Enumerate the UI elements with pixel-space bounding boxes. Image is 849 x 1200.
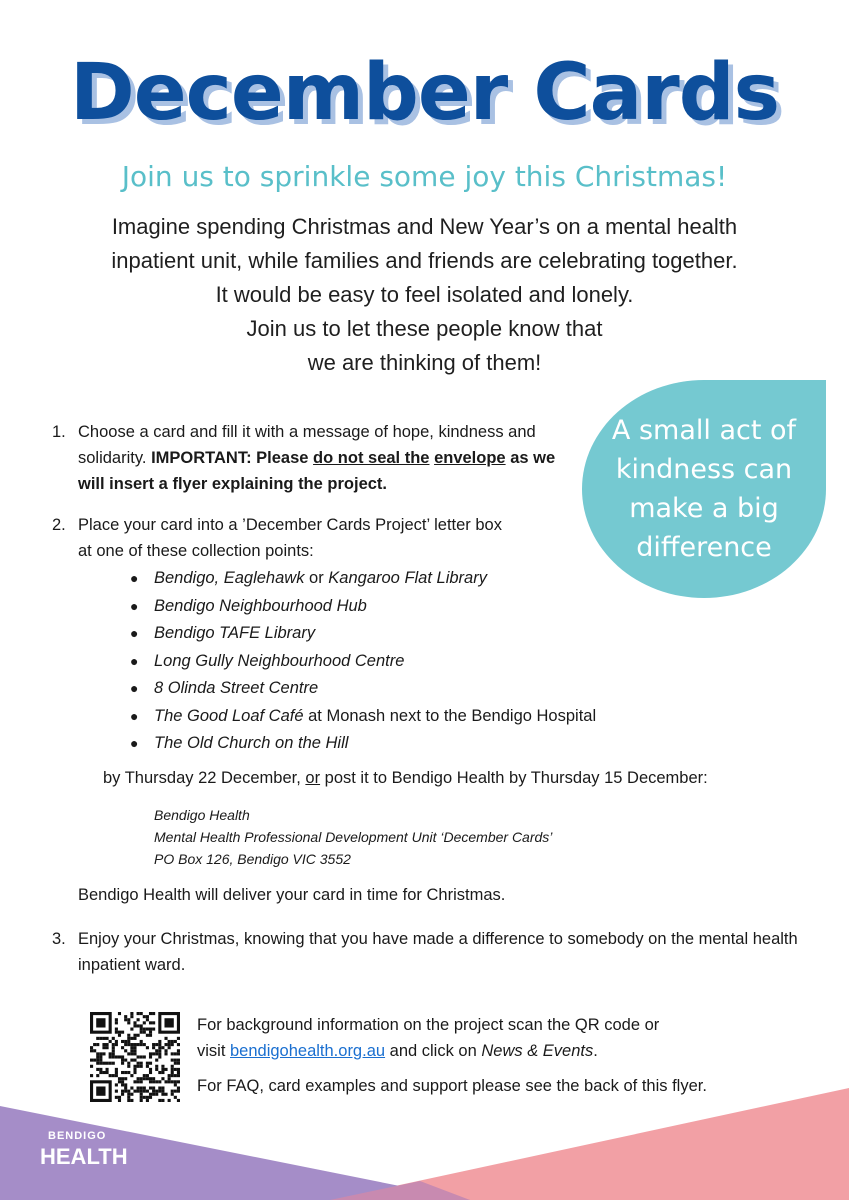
website-link[interactable]: bendigohealth.org.au bbox=[230, 1042, 386, 1060]
delivery-note: Bendigo Health will deliver your card in time for Christmas. bbox=[78, 886, 506, 904]
intro-line: inpatient unit, while families and friends are celebrating together. bbox=[111, 248, 738, 273]
step-1 bbox=[52, 419, 558, 497]
location-name: The Good Loaf Café bbox=[154, 706, 304, 725]
bullet-icon: ● bbox=[130, 625, 139, 641]
step-number: 2. bbox=[52, 516, 66, 534]
step-number: 1. bbox=[52, 423, 66, 441]
intro-line: Join us to let these people know that bbox=[246, 316, 603, 341]
visit-text: visit bbox=[197, 1042, 230, 1060]
bullet-icon: ● bbox=[130, 597, 139, 614]
intro-line: we are thinking of them! bbox=[307, 350, 542, 375]
list-item bbox=[130, 620, 690, 648]
intro-paragraph bbox=[40, 210, 809, 380]
deadline-or: or bbox=[305, 769, 321, 787]
qr-info-line: For FAQ, card examples and support please see the back of this flyer. bbox=[197, 1077, 707, 1095]
intro-line: Imagine spending Christmas and New Year’s on a mental health bbox=[111, 214, 738, 239]
bullet-icon: ● bbox=[130, 652, 139, 669]
location-note: or bbox=[304, 569, 329, 587]
qr-code[interactable] bbox=[90, 1012, 180, 1102]
bullet-icon: ● bbox=[130, 707, 139, 724]
address-line: Mental Health Professional Development Unit ‘December Cards’ bbox=[154, 829, 553, 845]
postal-address bbox=[154, 804, 552, 870]
location-name: Kangaroo Flat Library bbox=[328, 569, 487, 587]
qr-info bbox=[197, 1012, 707, 1099]
step-2 bbox=[52, 512, 598, 564]
link-after-text: and click on bbox=[385, 1042, 482, 1060]
location-name: Bendigo TAFE Library bbox=[154, 624, 316, 642]
page-title: December Cards bbox=[69, 48, 780, 138]
deadline-text bbox=[103, 769, 708, 788]
location-name: 8 Olinda Street Centre bbox=[154, 679, 319, 697]
step-1-underline: do not seal the bbox=[313, 449, 430, 467]
step-2-line: at one of these collection points: bbox=[78, 542, 314, 560]
list-item bbox=[130, 703, 690, 731]
news-events-text: News & Events bbox=[481, 1042, 594, 1060]
step-1-text: Choose a card and fill it with a message of hope, kindness and solidarity. bbox=[78, 423, 536, 467]
collection-points-list bbox=[130, 565, 690, 758]
location-note: at Monash next to the Bendigo Hospital bbox=[303, 706, 597, 725]
period: . bbox=[593, 1042, 598, 1060]
step-3 bbox=[52, 926, 798, 978]
deadline-part: post it to Bendigo Health by Thursday 15 December: bbox=[320, 769, 708, 787]
location-name: Long Gully Neighbourhood Centre bbox=[154, 651, 405, 670]
step-number: 3. bbox=[52, 930, 66, 948]
page-subtitle: Join us to sprinkle some joy this Christmas! bbox=[121, 160, 728, 193]
step-1-bold-end: as we will insert a flyer explaining the project. bbox=[78, 449, 556, 493]
bubble-line: kindness can bbox=[615, 454, 793, 485]
address-line: PO Box 126, Bendigo VIC 3552 bbox=[154, 851, 351, 867]
step-1-important: IMPORTANT: Please bbox=[151, 449, 314, 467]
qr-info-line bbox=[197, 1038, 707, 1064]
address-line: Bendigo Health bbox=[154, 807, 250, 823]
step-3-text: Enjoy your Christmas, knowing that you have made a difference to somebody on the mental health inpatient ward. bbox=[78, 930, 798, 974]
step-1-underline-envelope: envelope bbox=[434, 449, 506, 467]
qr-info-line: For background information on the project scan the QR code or bbox=[197, 1016, 660, 1034]
logo-top-text: BENDIGO bbox=[48, 1130, 107, 1142]
bubble-line: A small act of bbox=[611, 415, 797, 446]
deadline-part: by Thursday 22 December, bbox=[103, 769, 306, 787]
location-name: Bendigo, Eaglehawk bbox=[154, 569, 305, 587]
bullet-icon: ● bbox=[130, 735, 139, 751]
list-item bbox=[130, 648, 690, 676]
pink-shape bbox=[330, 1088, 849, 1200]
bendigo-health-logo bbox=[36, 1130, 136, 1176]
bubble-line: difference bbox=[636, 532, 772, 563]
logo-bottom-text: HEALTH bbox=[40, 1144, 128, 1169]
list-item bbox=[130, 730, 690, 758]
list-item bbox=[130, 593, 690, 621]
location-name: Bendigo Neighbourhood Hub bbox=[154, 596, 367, 615]
bubble-line: make a big bbox=[629, 493, 779, 524]
bullet-icon: ● bbox=[130, 680, 139, 696]
location-name: The Old Church on the Hill bbox=[154, 734, 349, 752]
list-item bbox=[130, 565, 690, 593]
list-item bbox=[130, 675, 690, 703]
bullet-icon: ● bbox=[130, 570, 139, 586]
step-2-line: Place your card into a ’December Cards Project’ letter box bbox=[78, 516, 502, 534]
intro-line: It would be easy to feel isolated and lonely. bbox=[215, 282, 634, 307]
